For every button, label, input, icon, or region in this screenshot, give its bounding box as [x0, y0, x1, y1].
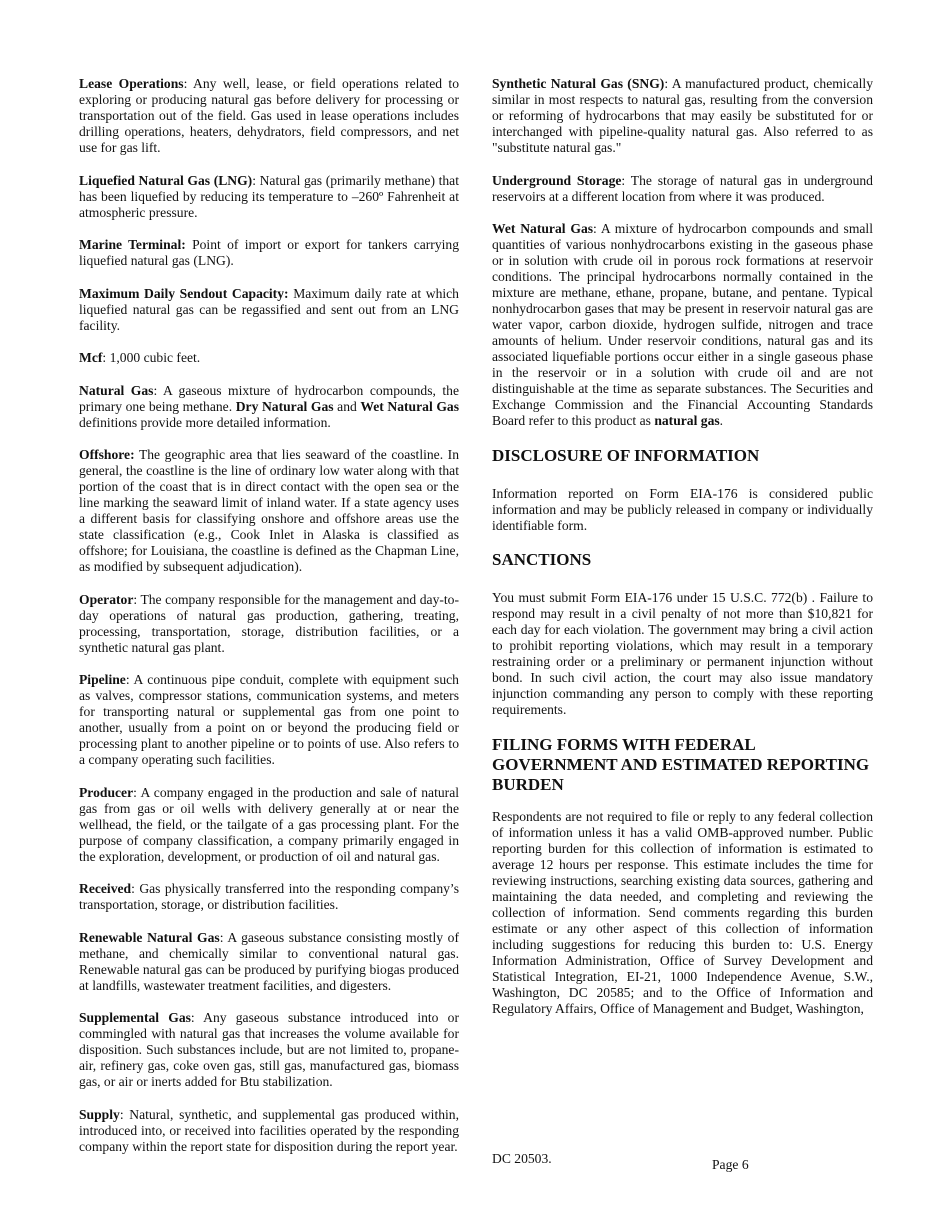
definition-supplemental-gas: Supplemental Gas: Any gaseous substance introduced into or commingled with natural gas that increases the volume available for disposition. Such substances include, but are not limited to, propane-air, refinery gas, coke oven gas, still gas, manufactured gas, biomass gas, or air or inerts added for Btu stabilization.	[79, 1010, 459, 1089]
definition-text: A gaseous substance consisting mostly of methane, and chemically similar to conventional natural gas. Renewable natural gas can be produced by purifying biogas produced at landfills, wastewater treatment facilities, and digesters.	[79, 929, 459, 993]
definition-text: Any gaseous substance introduced into or commingled with natural gas that increases the volume available for disposition. Such substances include, but are not limited to, propane-air, refinery gas, coke oven gas, still gas, manufactured gas, biomass gas, or air or inerts added for Btu stabilization.	[79, 1010, 459, 1089]
definition-text: Maximum daily rate at which liquefied natural gas can be regassified and sent out from an LNG facility.	[79, 285, 459, 333]
definition-text: Natural, synthetic, and supplemental gas produced within, introduced into, or received into facilities operated by the responding company within the report state for disposition during the report year.	[79, 1106, 459, 1154]
definition-supply: Supply: Natural, synthetic, and supplemental gas produced within, introduced into, or received into facilities operated by the responding company within the report state for disposition during the report year.	[79, 1106, 459, 1154]
definition-wet-natural-gas: Wet Natural Gas: A mixture of hydrocarbon compounds and small quantities of various nonhydrocarbons existing in the gaseous phase or in solution with crude oil in porous rock formations at reservoir conditions. The principal hydrocarbons normally contained in the mixture are methane, ethane, propane, butane, and pentane. Typical nonhydrocarbon gases that may be present in reservoir natural gas are water vapor, carbon dioxide, hydrogen sulfide, nitrogen and trace amounts of helium. Under reservoir conditions, natural gas and its associated liquefiable portions occur either in a single gaseous phase in the reservoir or in a solution with crude oil and are not distinguishable at the time as separate substances. The Securities and Exchange Commission and the Financial Accounting Standards Board refer to this product as natural gas.	[492, 221, 873, 428]
page-number: Page 6	[712, 1157, 749, 1172]
section-heading-disclosure: DISCLOSURE OF INFORMATION	[492, 445, 760, 465]
definition-text: Natural gas (primarily methane) that has been liquefied by reducing its temperature to –260º Fahrenheit at atmospheric pressure.	[79, 172, 459, 220]
definition-text: A company engaged in the production and sale of natural gas from gas or oil wells with delivery generally at or near the wellhead, the field, or the tailgate of a gas processing plant. For the purpose of company classification, a company primarily engaged in the exploration, development, or production of oil and natural gas.	[79, 784, 459, 864]
definition-sng: Synthetic Natural Gas (SNG): A manufactured product, chemically similar in most respects to natural gas, resulting from the conversion or reforming of hydrocarbons that may easily be substituted for or interchanged with pipeline-quality natural gas. Also referred to as "substitute natural gas."	[492, 76, 874, 155]
term: Maximum Daily Sendout Capacity:	[79, 285, 289, 301]
definition-natural-gas: Natural Gas: A gaseous mixture of hydrocarbon compounds, the primary one being methane. Dry Natural Gas and Wet Natural Gas definitions provide more detailed information.	[79, 382, 459, 430]
term: Operator	[79, 591, 134, 607]
term: Liquefied Natural Gas (LNG)	[79, 172, 253, 188]
term: Natural Gas	[79, 382, 154, 398]
definition-offshore	[79, 447, 459, 575]
definition-text: A mixture of hydrocarbon compounds and small quantities of various nonhydrocarbons existing in the gaseous phase or in solution with crude oil in porous rock formations at reservoir conditions. The principal hydrocarbons normally contained in the mixture are methane, ethane, propane, butane, and pentane. Typical nonhydrocarbon gases that may be present in reservoir natural gas are water vapor, carbon dioxide, hydrogen sulfide, nitrogen and trace amounts of helium. Under reservoir conditions, natural gas and its associated liquefiable portions occur either in a single gaseous phase in the reservoir or in a solution with crude oil and are not distinguishable at the time as separate substances. The Securities and Exchange Commission and the Financial Accounting Standards Board refer to this product as	[492, 221, 873, 428]
term-reference: natural gas	[654, 413, 720, 428]
term: Pipeline	[79, 672, 126, 687]
section-heading-sanctions: SANCTIONS	[492, 550, 592, 569]
section-body-filing-forms: Respondents are not required to file or reply to any federal collection of information unless it has a valid OMB-approved number. Public reporting burden for this collection of information is estimated to average 12 hours per response. This estimate includes the time for reviewing instructions, searching existing data sources, gathering and maintaining the data needed, and completing and reviewing the collection of information. Send comments regarding this burden estimate or any other aspect of this collection of information including suggestions for reducing this burden to: U.S. Energy Information Administration, Office of Survey Development and Statistical Integration, EI-21, 1000 Independence Avenue, S.W., Washington, DC 20585; and to the Office of Information and Regulatory Affairs, Office of Management and Budget, Washington,	[492, 808, 873, 1016]
definition-operator: Operator: The company responsible for the management and day-to-day operations of natural gas production, gathering, treating, processing, transportation, storage, distribution facilities, or a synthetic natural gas plant.	[79, 591, 459, 655]
definition-renewable-natural-gas: Renewable Natural Gas: A gaseous substance consisting mostly of methane, and chemically similar to conventional natural gas. Renewable natural gas can be produced by purifying biogas produced at landfills, wastewater treatment facilities, and digesters.	[79, 929, 459, 993]
term: Producer	[79, 784, 134, 800]
term-reference: Dry Natural Gas	[235, 398, 334, 414]
definition-text: The storage of natural gas in underground reservoirs at a different location from where it was produced.	[492, 172, 873, 204]
section-heading-filing-forms: FILING FORMS WITH FEDERAL GOVERNMENT AND ESTIMATED REPORTING BURDEN	[492, 734, 870, 794]
definition-text: 1,000 cubic feet.	[109, 350, 201, 365]
address-continuation: DC 20503.	[492, 1151, 552, 1166]
term: Received	[79, 881, 132, 896]
definition-lease-operations: Lease Operations: Any well, lease, or field operations related to exploring or producing natural gas before delivery for processing or transportation out of the field. Gas used in lease operations includes drilling operations, heaters, dehydrators, field compressors, and net use for gas lift.	[79, 76, 459, 155]
term: Synthetic Natural Gas (SNG)	[492, 76, 665, 91]
term: Offshore:	[79, 447, 135, 462]
definition-text: A continuous pipe conduit, complete with equipment such as valves, compressor stations, communication systems, and meters for transporting natural or supplemental gas from one point to another, usually from a point on or beyond the producing field or processing plant to another pipeline or to points of use. Also refers to a company operating such facilities.	[79, 672, 459, 767]
definition-received: Received: Gas physically transferred into the responding company’s transportation, storage, or distribution facilities.	[79, 881, 459, 912]
term: Marine Terminal:	[79, 237, 186, 252]
definition-text: Any well, lease, or field operations related to exploring or producing natural gas before delivery for processing or transportation out of the field. Gas used in lease operations includes drilling operations, heaters, dehydrators, field compressors, and net use for gas lift.	[79, 76, 459, 155]
term: Supplemental Gas	[79, 1010, 191, 1025]
term: Underground Storage	[492, 172, 622, 188]
term: Wet Natural Gas	[492, 221, 594, 236]
definition-pipeline: Pipeline: A continuous pipe conduit, complete with equipment such as valves, compressor stations, communication systems, and meters for transporting natural or supplemental gas from one point to another, usually from a point on or beyond the producing field or processing plant to another pipeline or to points of use. Also refers to a company operating such facilities.	[79, 672, 459, 767]
definition-lng: Liquefied Natural Gas (LNG): Natural gas (primarily methane) that has been liquefied by reducing its temperature to –260º Fahrenheit at atmospheric pressure.	[79, 172, 459, 220]
section-body-disclosure: Information reported on Form EIA-176 is considered public information and may be publicly released in company or individually identifiable form.	[492, 485, 873, 533]
definition-text: A manufactured product, chemically similar in most respects to natural gas, resulting from the conversion or reforming of hydrocarbons that may easily be substituted for or interchanged with pipeline-quality natural gas. Also referred to as "substitute natural gas."	[492, 76, 874, 155]
section-body-sanctions: You must submit Form EIA-176 under 15 U.S.C. 772(b) . Failure to respond may result in a civil penalty of not more than $10,821 for each day for each violation. The government may bring a civil action to prohibit reporting violations, which may result in a temporary restraining order or a preliminary or permanent injunction without bond. In such civil action, the court may also issue mandatory injunction commanding any person to comply with these reporting requirements.	[492, 590, 873, 717]
definition-max-daily-sendout	[79, 286, 459, 334]
definition-marine-terminal	[79, 237, 459, 269]
left-column	[79, 76, 459, 1171]
definition-underground-storage: Underground Storage: The storage of natural gas in underground reservoirs at a different location from where it was produced.	[492, 172, 873, 204]
definition-mcf: Mcf: 1,000 cubic feet.	[79, 350, 201, 365]
term: Mcf	[79, 350, 103, 365]
definition-text: Gas physically transferred into the responding company’s transportation, storage, or distribution facilities.	[79, 881, 459, 912]
term: Supply	[79, 1106, 120, 1122]
definition-text: Point of import or export for tankers carrying liquefied natural gas (LNG).	[79, 237, 459, 268]
definition-text: The geographic area that lies seaward of the coastline. In general, the coastline is the line of ordinary low water along with that portion of the coast that is in direct contact with the open sea or the line marking the seaward limit of inland water. If a state agency uses a different basis for classifying onshore and offshore areas use the state classification (e.g., Cook Inlet in Alaska is classified as offshore; for Louisiana, the coastline is defined as the Chapman Line, as modified by subsequent adjudication).	[79, 447, 459, 574]
term: Lease Operations	[79, 76, 184, 91]
right-column	[492, 76, 873, 1033]
definition-text: The company responsible for the management and day-to-day operations of natural gas production, gathering, treating, processing, transportation, storage, distribution facilities, or a synthetic natural gas plant.	[79, 591, 459, 655]
term: Renewable Natural Gas	[79, 929, 220, 945]
term-reference: Wet Natural Gas	[360, 398, 459, 414]
definition-producer: Producer: A company engaged in the production and sale of natural gas from gas or oil wells with delivery generally at or near the wellhead, the field, or the tailgate of a gas processing plant. For the purpose of company classification, a company primarily engaged in the exploration, development, or production of oil and natural gas.	[79, 784, 459, 864]
